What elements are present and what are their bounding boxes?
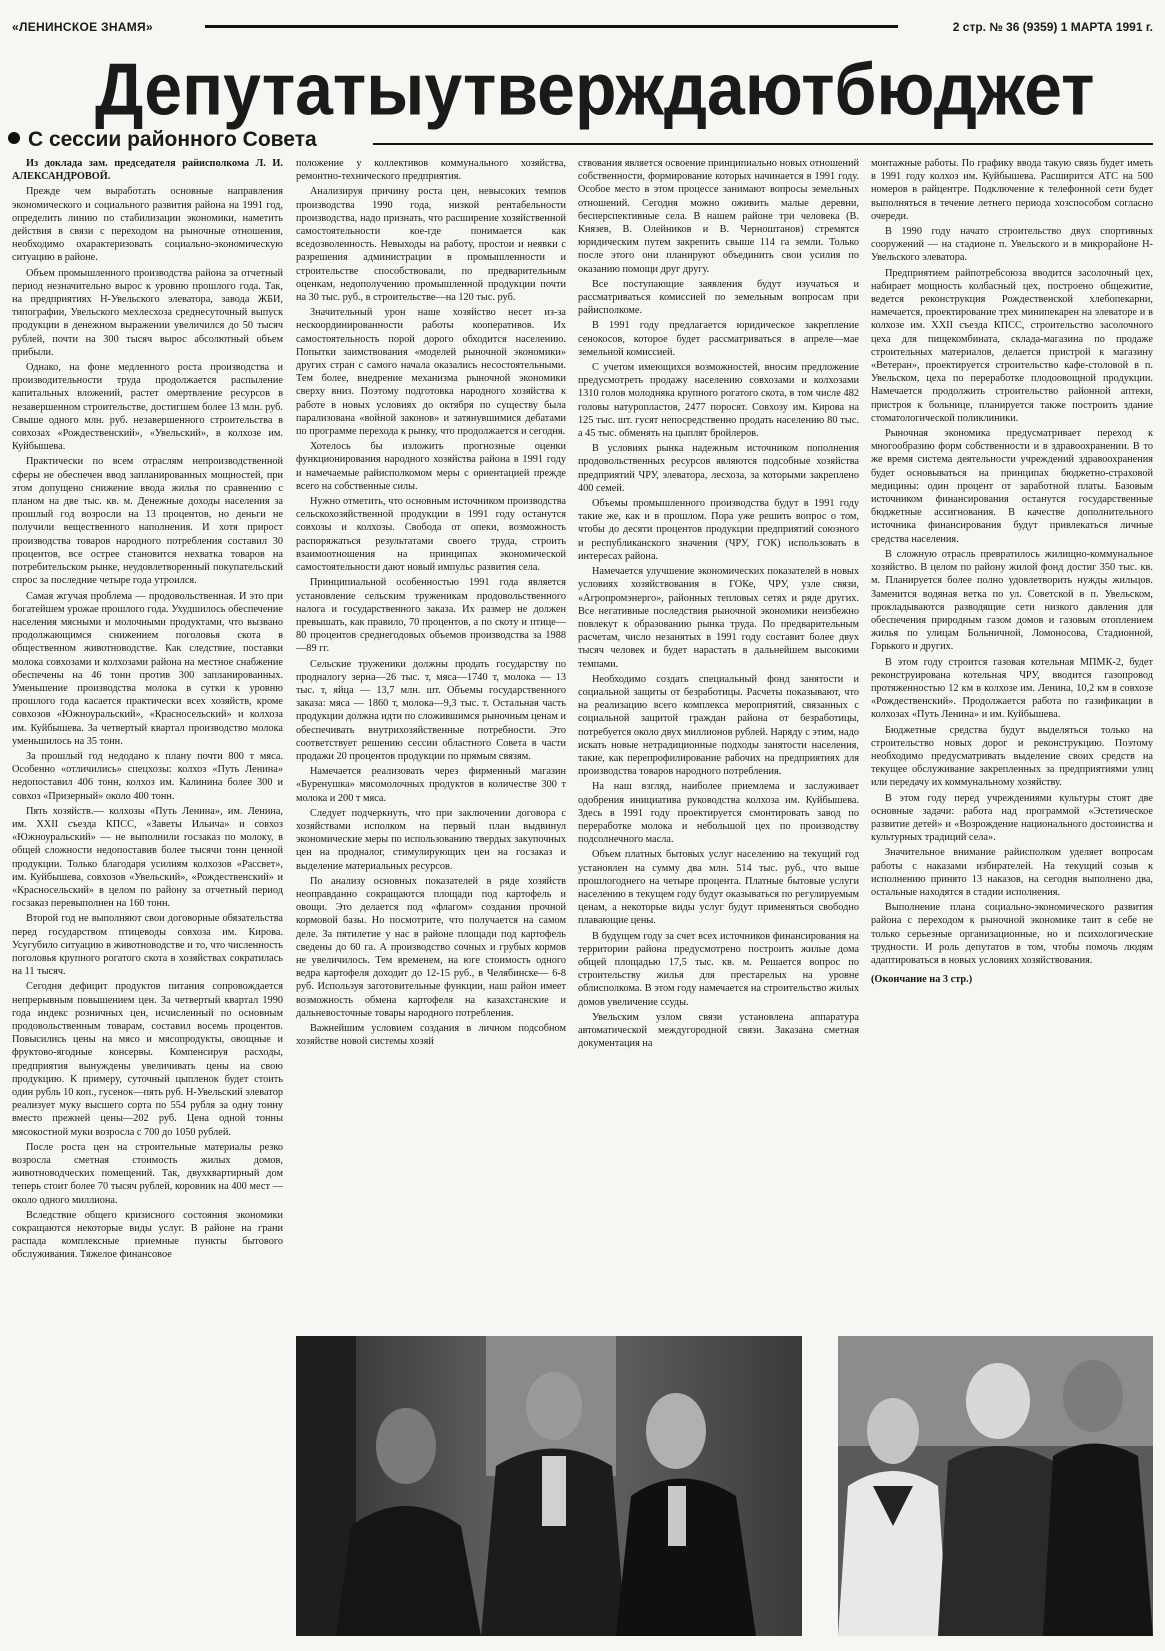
paragraph: Сегодня дефицит продуктов питания сопровождается непрерывным повышением цен. За четвертый квартал 1990 года индекс розничных цен, исчисленный по основным продовольственным товарам, составил восемь процентов. Повысились цены на мясо и мясопродукты, овощные и фруктово-ягодные консервы. Компенсируя расходы, предприятия вынуждены увеличивать цены на свою продукцию. К примеру, суточный цыпленок будет стоить один рубль 10 коп., гусенок—пять руб. Н-Увельский элеватор реализует муку высшего сорта по 554 рубля за одну тонну вместо прежней цены—202 руб. Цена одной тонны мясокостной муки возросла с 700 до 1050 рублей.	[12, 981, 283, 1138]
paragraph: В 1991 году предлагается юридическое закрепление сенокосов, которое будет рассматриваться в апреле—мае земельной комиссией.	[578, 320, 859, 358]
photo-deputies-talk	[838, 1336, 1153, 1636]
kicker-text: С сессии районного Совета	[28, 128, 317, 151]
paragraph: Необходимо создать специальный фонд занятости и социальной защиты от безработицы. Расчеты показывают, что на реализацию всего комплекса мероприятий, связанных с социальной защитой граждан района от безработицы, потребуется около двух миллионов рублей. Наряду с этим, надо искать новые нетрадиционные подходы занятости населения, такие, как перепрофилирование рабочих на предприятиях для производства товаров народного потребления.	[578, 673, 859, 778]
paragraph: Объем промышленного производства района за отчетный период незначительно вырос к уровню прошлого года. Так, на предприятиях Н-Увельского элеватора, завода ЖБИ, типографии, Увельского мехлесхоза среднесуточный выпуск продукции в денежном выражении увеличился до 50 тысяч рублей, почти на 300 тысяч вырос абсолютный объем прибыли.	[12, 267, 283, 358]
paragraph: Однако, на фоне медленного роста производства и производительности труда продолжается распыление капитальных вложений, растет омертвление ресурсов в незавершенном строительстве, достигшем более 13 млн. руб. Свыше одного млн. руб. незавершенного строительства в совхозах «Рождественский», «Увельский», в колхозе им. Куйбышева.	[12, 362, 283, 453]
photo-image	[296, 1336, 802, 1636]
paragraph: положение у коллективов коммунального хозяйства, ремонтно-технического предприятия.	[296, 158, 566, 183]
paragraph: Важнейшим условием создания в личном подсобном хозяйстве новой системы хозяй	[296, 1023, 566, 1048]
paragraph: После роста цен на строительные материалы резко возросла сметная стоимость жилых домов, животноводческих помещений. Так, двухквартирный дом теперь стоит более 70 тысяч рублей, коровник на 400 мест — около одного миллиона.	[12, 1141, 283, 1206]
continuation-note: (Окончание на 3 стр.)	[871, 974, 973, 986]
paragraph: С учетом имеющихся возможностей, вносим предложение предусмотреть продажу населению совхозами и колхозами 1310 голов молодняка крупного рогатого скота, в том числе 482 головы натуропластов, 2477 поросят. Совхозу им. Кирова на 125 тыс. шт. гусят непосредственно продать населению 80 тыс. а 45 тыс. обменять на цыплят бройлеров.	[578, 362, 859, 440]
paragraph: Намечается реализовать через фирменный магазин «Буренушка» мясомолочных продуктов в количестве 300 т молока и 200 т мяса.	[296, 766, 566, 804]
paragraph: В будущем году за счет всех источников финансирования на территории района предусмотрено построить жилые дома общей площадью 17,5 тыс. кв. м. Решается вопрос по строительству жилья для престарелых на уровне облисполкома. В этом году намечается на строительство жилых домов увеличение ссуды.	[578, 930, 859, 1008]
issue-line: 2 стр. № 36 (9359) 1 МАРТА 1991 г.	[952, 20, 1153, 34]
paragraph: В 1990 году начато строительство двух спортивных сооружений — на стадионе п. Увельского и в микрорайоне Н-Увельского элеватора.	[871, 226, 1153, 264]
photo-deputies-group	[296, 1336, 802, 1636]
headline-word: бюджет	[834, 48, 1095, 131]
paragraph: Вследствие общего кризисного состояния экономики сокращаются некоторые виды услуг. В районе на грани распада комплексные приемные пункты бытового обслуживания. Тяжелое финансовое	[12, 1209, 283, 1261]
paragraph: За прошлый год недодано к плану почти 800 т мяса. Особенно «отличились» спецхозы: колхоз «Путь Ленина» недопоставил 406 тонн, колхоз им. Калинина более 300 и совхоз «Призерный» около 400 тонн.	[12, 750, 283, 802]
paragraph: Второй год не выполняют свои договорные обязательства перед государством птицеводы совхоза им. Кирова. Усугубило ситуацию в животноводстве и то, что численность поголовья крупного рогатого скота в хозяйствах сократилась на 11 тысяч.	[12, 913, 283, 978]
photo-image	[838, 1336, 1153, 1636]
paragraph: Выполнение плана социально-экономического развития района с переходом к рыночной экономике таит в себе не только серьезные организационные, но и психологические трудности. И роль депутатов в том, чтобы помочь людям адаптироваться в новых условиях хозяйствования.	[871, 902, 1153, 966]
paragraph: монтажные работы. По графику ввода такую связь будет иметь в 1991 году колхоз им. Куйбышева. Расширится АТС на 500 номеров в райцентре. Подключение к телефонной сети будет выполняться в течение летнего периода хозспособом согласно очереди.	[871, 158, 1153, 222]
section-kicker	[8, 128, 317, 152]
paragraph: Принципиальной особенностью 1991 года является установление сельским труженикам продовольственного налога и государственного заказа. Их размер не должен превышать, как правило, 70 процентов, а по скоту и птице—80 процентов среднегодовых объемов производства за 1988—89 гг.	[296, 577, 566, 655]
paragraph: По анализу основных показателей в ряде хозяйств неоправданно сокращаются площади под картофель и овощи. Это делается под «флагом» создания прочной кормовой базы. Но посмотрите, что получается на самом деле. За пятилетие у нас в районе площади под картофель сведены до 60 га. А производство сочных и грубых кормов не увеличилось. Тем временем, на юге стоимость одного ведра картофеля доходит до 12-15 руб., в Челябинске— 6-8 руб. Используя заготовительные функции, наш район имеет возможность обмена картофеля на казахстанские и дальневосточные товары народного потребления.	[296, 875, 566, 1019]
paragraph: В этом году перед учреждениями культуры стоят две основные задачи: работа над программой «Эстетическое развитие детей» и «Возрождение национального достоинства и культурных традиций села».	[871, 792, 1153, 844]
masthead	[12, 16, 1153, 38]
paragraph: Нужно отметить, что основным источником производства сельскохозяйственной продукции в 1991 году останутся совхозы и колхозы. Свобода от опеки, возможность распоряжаться результатами своего труда, строить взаимоотношения на принципах экономической самостоятельности дают новый импульс развития села.	[296, 496, 566, 574]
kicker-rule	[373, 143, 1153, 145]
paragraph: Значительный урон наше хозяйство несет из-за нескоординированности работы кооперативов. Их самостоятельность порой дорого обходится населению. Попытки заимствования «моделей рыночной экономики» других стран с самого начала оказались несостоятельными. Тем более, внедрение механизма рыночной экономики сверху вниз. Поэтому подготовка народного хозяйства к работе в новых условиях до октября по существу была парализована «войной законов» и затянувшимися дебатами по программе перехода к рынку, что продолжается и сегодня.	[296, 307, 566, 438]
paragraph: Рыночная экономика предусматривает переход к многообразию форм собственности и в здравоохранении. В то же время система деятельности учреждений здравоохранения будет основываться на принципах бюджетно-страховой медицины: один процент от заработной платы. Базовым источником финансирования останутся государственные бюджетные ассигнования. В качестве дополнительного источника финансирования будут привлекаться личные средства населения.	[871, 428, 1153, 545]
article-byline: Из доклада зам. председателя райисполкома Л. И. АЛЕКСАНДРОВОЙ.	[12, 158, 283, 183]
paragraph: Значительное внимание райисполком уделяет вопросам работы с наказами избирателей. На текущий созыв к исполнению принято 13 наказов, на сегодня выполнено два, остальные находятся в стадии исполнения.	[871, 847, 1153, 898]
paragraph: Хотелось бы изложить прогнозные оценки функционирования народного хозяйства района в 1991 году и намечаемые райисполкомом меры с ориентацией прежде всего на собственные силы.	[296, 441, 566, 492]
paragraph: Намечается улучшение экономических показателей в новых условиях хозяйствования в ГОКе, ЧРУ, узле связи, «Агропромэнерго», районных тепловых сетях и ряде других. Все негативные последствия рыночной экономики неизбежно повлекут к образованию рынка труда. По предварительным расчетам, число незанятых в 1991 году составит более двух тысяч человек и будет нарастать в дальнейшем высокими темпами.	[578, 566, 859, 670]
paragraph: Практически по всем отраслям непроизводственной сферы не обеспечен ввод запланированных мощностей, при этом допущено снижение ввода жилья по сравнению с планом на две тыс. кв. м. Денежные доходы населения за прошлый год возросли на 13 процентов, но деньги не получили вещественного наполнения. И хотя прирост производства товаров народного потребления составил 30 процентов, все острее становится нехватка товаров на потребительском рынке, неудовлетворенный покупательский спрос за последние четыре года утроился.	[12, 456, 283, 587]
paragraph: Увельским узлом связи установлена аппаратура автоматической междугородной связи. Заказана сметная документация на	[578, 1011, 859, 1050]
headline-word: утверждают	[424, 48, 835, 131]
newspaper-name: «ЛЕНИНСКОЕ ЗНАМЯ»	[12, 20, 153, 34]
paragraph: В сложную отрасль превратилось жилищно-коммунальное хозяйство. В целом по району жилой фонд достиг 350 тыс. кв. м. Планируется более полно удовлетворить нужды жильцов. Заменится водяная ветка по ул. Советской в п. Увельском, прокладываются разводящие сети низкого давления для обеспечения природным газом домов и газовым отоплением жилья по улицам Больничной, Ломоносова, Стадионной, Горького и других.	[871, 548, 1153, 653]
paragraph: Объем платных бытовых услуг населению на текущий год установлен на сумму два млн. 514 тыс. руб., что выше прошлогоднего на четыре процента. Платные бытовые услуги населению в текущем году будут оказываться по регулируемым ценам, а некоторые виды услуг будут применяться свободно плавающие цены.	[578, 849, 859, 927]
paragraph: На наш взгляд, наиболее приемлема и заслуживает одобрения инициатива руководства колхоза им. Куйбышева. Здесь в 1991 году проектируется смонтировать завод по переработке молока и небольшой цех по производству подсолнечного масла.	[578, 781, 859, 846]
paragraph: Анализируя причину роста цен, невысоких темпов производства 1990 года, низкой рентабельности производства, надо признать, что расширение хозяйственной самостоятельности кое-где понимается как вседозволенность. Невыходы на работу, простои и неявки с разрешения администрации в промышленности и строительстве способствовали, по предварительным оценкам, недополучению промышленной продукции почти на 30 тыс. руб., в строительстве—на 120 тыс. руб.	[296, 186, 566, 304]
article-column-1	[12, 157, 283, 1637]
paragraph: Пять хозяйств.— колхозы «Путь Ленина», им. Ленина, им. XXII съезда КПСС, «Заветы Ильича» и совхоз «Южноуральский» — не выполнили госзаказ по молоку, в общей сложности недопоставив более тысячи тонн ценной продукции. Только благодаря усилиям колхозов «Рассвет», им. Куйбышева, совхозов «Увельский», «Рождественский» и «Красносельский» в целом по району за отчетный период госзаказ перевыполнен на 160 тонн.	[12, 805, 283, 910]
paragraph: Следует подчеркнуть, что при заключении договора с хозяйствами исполком на первый план выдвинул экономические меры по использованию твердых закупочных цен на продналог, стимулирующих цен на госзаказ и выделение материальных ресурсов.	[296, 807, 566, 872]
article-column-3	[578, 157, 859, 1322]
headline-word: Депутаты	[95, 48, 425, 131]
paragraph: Самая жгучая проблема — продовольственная. И это при богатейшем урожае прошлого года. Ухудшилось обеспечение населения мясными и молочными продуктами, что вызвано продолжающимся снижением поголовья скота в общественном животноводстве. Как следствие, поставки молока совхозами и колхозами района на местное снабжение обеспечены на 46 тонн против 300 запланированных. Уменьшение производства молока в сутки к уровню прошлого года касается практически всех хозяйств, кроме совхозов «Южноуральский», «Красносельский» и колхоза им. Куйбышева. За четвертый квартал производство молока уменьшилось на 35 тонн.	[12, 590, 283, 747]
paragraph: Объемы промышленного производства будут в 1991 году такие же, как и в прошлом. Пора уже решить вопрос о том, чтобы до десяти процентов продукции предприятий союзного и республиканского значения (ЧРУ, ГОК) использовать в интересах района.	[578, 498, 859, 562]
masthead-rule	[205, 25, 898, 28]
article-column-2	[296, 157, 566, 1322]
paragraph: ствования является освоение принципиально новых отношений собственности, формирование которых начинается в 1991 году. Особое место в этом процессе занимают вопросы земельных отношений. Сегодня можно оживить малые деревни, бесперспективные села. В нашем районе три человека (В. Князев, В. Олейников и В. Черноштанов) стремятся юридическим путем закрепить свыше 114 га земли. Только после этого они планируют объединить свои усилия по оказанию помощи друг другу.	[578, 158, 859, 275]
bullet-icon	[8, 132, 20, 144]
paragraph: Предприятием райпотребсоюза вводится засолочный цех, набирает мощность колбасный цех, построено общежитие, ведется реконструкция Рождественской хлебопекарни, намечается, проектирование трех минипекарен на элеваторе и в колхозе им. XXII съезда КПСС, строительство засолочного цеха для пищекомбината, склада-магазина по продаже строительных материалов, делается пристрой к магазину «Ветеран», проектируется строительство кафе-столовой в п. Увельском, цеха по переработке плодоовощной продукции. Намечается продолжить строительство районной аптеки, пристроя к больнице, планируется также построить здание стоматологической поликлиники.	[871, 267, 1153, 424]
paragraph: Бюджетные средства будут выделяться только на строительство новых дорог и реконструкцию. Поэтому необходимо предусматривать выделение своих средств на текущее обслуживание закрепленных за предприятиями улиц или передачу их коммунальному хозяйству.	[871, 724, 1153, 789]
paragraph: Прежде чем выработать основные направления экономического и социального развития района на 1991 год, определить линию по стабилизации экономики, наметить действия в связи с переходом на рыночные отношения, необходимо охарактеризовать социально-экономическую ситуацию в районе.	[12, 186, 283, 264]
paragraph: Сельские труженики должны продать государству по продналогу зерна—26 тыс. т, мяса—1740 т, молока — 13 тыс. т, яйца — 13,7 млн. шт. Объемы государственного заказа: мяса — 1860 т, молока—9,3 тыс. т. Остальная часть продукции должна идти по сложившимся рыночным ценам и обеспечивать внутрихозяйственные потребности. Это соответствует решению сессии областного Совета в части продажи 20 процентов продукции по прямым связям.	[296, 658, 566, 762]
article-column-4	[871, 157, 1153, 1322]
paragraph: Все поступающие заявления будут изучаться и рассматриваться комиссией по земельным вопросам при райисполкоме.	[578, 278, 859, 317]
paragraph: В этом году строится газовая котельная МПМК-2, будет реконструирована котельная ЧРУ, вводится газопровод протяженностью 12 км в колхозе им. Ленина, 10,2 км в совхозе «Рождественский». Продолжается работа по газификации в колхозах «Путь Ленина» и им. Куйбышева.	[871, 656, 1153, 721]
paragraph: В условиях рынка надежным источником пополнения продовольственных ресурсов являются подсобные хозяйства предприятий ЧРУ, элеватора, лесхоза, за которыми закреплено 400 семей.	[578, 443, 859, 494]
